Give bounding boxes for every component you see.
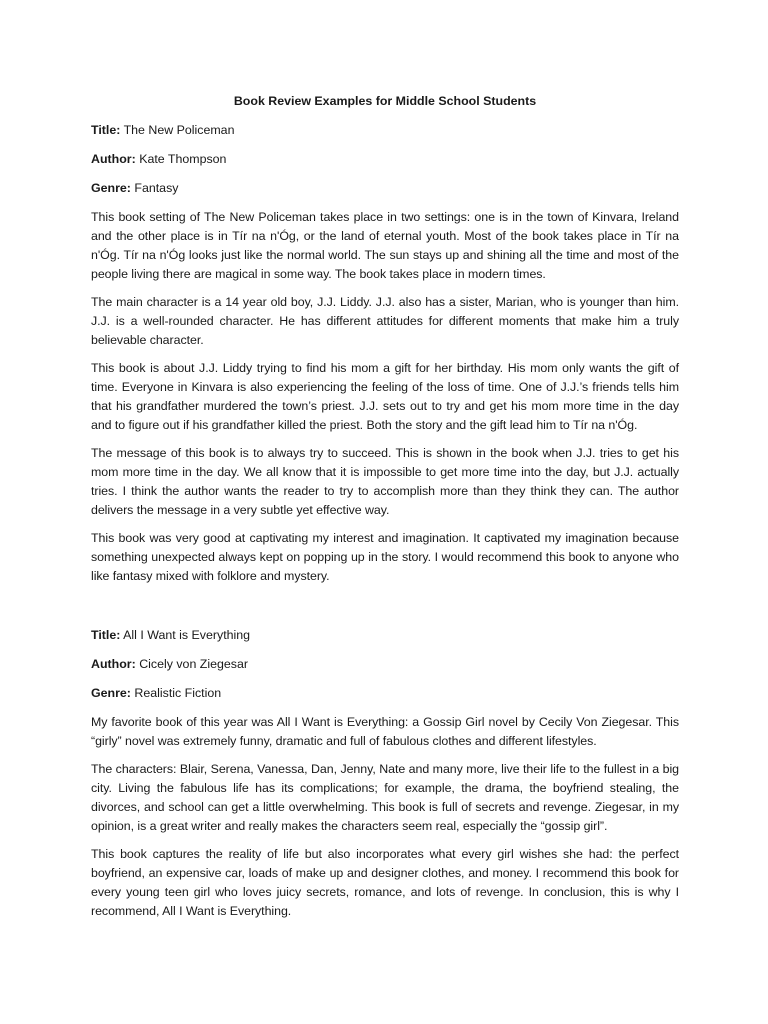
- review-2: [91, 626, 679, 921]
- review-1-paragraph-2: The main character is a 14 year old boy, J.J. Liddy. J.J. also has a sister, Marian, who is younger than him. J.J. is a well-rounded character. He has different attitudes for different moments that make him a truly believable character.: [91, 295, 679, 347]
- review-1-paragraph-1: This book setting of The New Policeman takes place in two settings: one is in the town of Kinvara, Ireland and the other place is in Tír na n'Óg, or the land of eternal youth. Most of the book takes place in Tír na n'Óg. Tír na n'Óg looks just like the normal world. The sun stays up and shining all the time and most of the people living there are magical in some way. The book takes place in modern times.: [91, 210, 679, 281]
- review-separator: [91, 595, 679, 626]
- review-2-title: All I Want is Everything: [123, 628, 251, 642]
- review-1-title-field: [91, 121, 679, 140]
- review-2-author: Cicely von Ziegesar: [139, 657, 248, 671]
- review-2-paragraph-1: My favorite book of this year was All I Want is Everything: a Gossip Girl novel by Cecily Von Ziegesar. This “girly” novel was extremely funny, dramatic and full of fabulous clothes and different lifestyles.: [91, 715, 679, 748]
- review-1-author: Kate Thompson: [139, 152, 227, 166]
- review-1-paragraph-3: This book is about J.J. Liddy trying to find his mom a gift for her birthday. His mom only wants the gift of time. Everyone in Kinvara is also experiencing the feeling of the loss of time. One of J.J.’s friends tells him that his grandfather murdered the town’s priest. J.J. sets out to try and get his mom more time in the day and to figure out if his grandfather killed the priest. Both the story and the gift lead him to Tír na n'Óg.: [91, 361, 679, 432]
- review-1-paragraph-4: The message of this book is to always try to succeed. This is shown in the book when J.J. tries to get his mom more time in the day. We all know that it is impossible to get more time into the day, but J.J. actually tries. I think the author wants the reader to try to accomplish more than they think they can. The author delivers the message in a very subtle yet effective way.: [91, 446, 679, 517]
- review-2-title-field: [91, 626, 679, 645]
- author-label: Author:: [91, 152, 136, 166]
- genre-label: Genre:: [91, 686, 131, 700]
- review-2-paragraph-2: The characters: Blair, Serena, Vanessa, Dan, Jenny, Nate and many more, live their life to the fullest in a big city. Living the fabulous life has its complications; for example, the drama, the boyfriend stealing, the divorces, and school can get a little overwhelming. This book is full of secrets and revenge. Ziegesar, in my opinion, is a great writer and really makes the characters seem real, especially the “gossip girl”.: [91, 762, 679, 833]
- author-label: Author:: [91, 657, 136, 671]
- review-1-genre-field: [91, 179, 679, 198]
- document-page: [91, 92, 679, 930]
- title-label: Title:: [91, 628, 121, 642]
- review-2-genre-field: [91, 684, 679, 703]
- review-1-title: The New Policeman: [123, 123, 235, 137]
- review-1: [91, 121, 679, 586]
- review-2-author-field: [91, 655, 679, 674]
- title-label: Title:: [91, 123, 121, 137]
- review-1-paragraph-5: This book was very good at captivating my interest and imagination. It captivated my imagination because something unexpected always kept on popping up in the story. I would recommend this book to anyone who like fantasy mixed with folklore and mystery.: [91, 531, 679, 583]
- review-1-genre: Fantasy: [134, 181, 179, 195]
- genre-label: Genre:: [91, 181, 131, 195]
- review-2-genre: Realistic Fiction: [134, 686, 222, 700]
- document-title: Book Review Examples for Middle School Students: [233, 94, 537, 108]
- review-2-paragraph-3: This book captures the reality of life but also incorporates what every girl wishes she had: the perfect boyfriend, an expensive car, loads of make up and designer clothes, and money. I recommend this book for every young teen girl who loves juicy secrets, romance, and lots of revenge. In conclusion, this is why I recommend, All I Want is Everything.: [91, 847, 679, 918]
- review-1-author-field: [91, 150, 679, 169]
